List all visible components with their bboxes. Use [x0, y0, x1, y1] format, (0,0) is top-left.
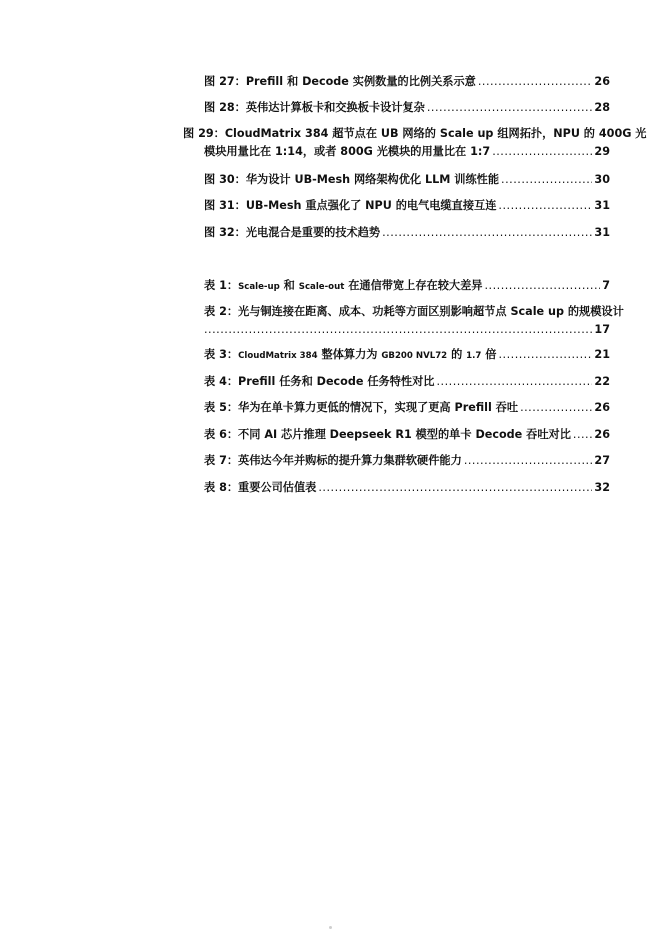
toc-entry-figure-30[interactable] — [204, 173, 610, 187]
toc-entry-label: 表 8：重要公司估值表 — [204, 481, 317, 494]
toc-entry-label: 图 30：华为设计 UB-Mesh 网络架构优化 LLM 训练性能 — [204, 173, 500, 186]
footer-dot — [329, 926, 332, 929]
toc-page-number: 22 — [594, 375, 610, 388]
toc-page-number: 27 — [594, 454, 610, 467]
dot-leader — [520, 401, 592, 415]
toc-entry-label: 表 5：华为在单卡算力更低的情况下，实现了更高 Prefill 吞吐 — [204, 401, 519, 414]
toc-entry-figure-29[interactable] — [183, 127, 647, 159]
dot-leader — [318, 481, 592, 495]
toc-entry-label: 图 31：UB-Mesh 重点强化了 NPU 的电气电缆直接互连 — [204, 199, 497, 212]
toc-entry-table-5[interactable] — [204, 401, 610, 415]
toc-entry-label: 表 1：Scale-up 和 Scale-out 在通信带宽上存在较大差异 — [204, 279, 483, 292]
toc-entry-table-2[interactable] — [204, 305, 624, 337]
toc-entry-label: 图 32：光电混合是重要的技术趋势 — [204, 226, 381, 239]
toc-page-number: 31 — [594, 199, 610, 212]
dot-leader — [436, 375, 592, 389]
toc-entry-table-8[interactable] — [204, 481, 610, 495]
toc-entry-label-line2: 模块用量比在 1:14，或者 800G 光模块的用量比在 1:7 — [204, 145, 491, 158]
dot-leader — [427, 101, 593, 115]
toc-entry-label: 表 4：Prefill 任务和 Decode 任务特性对比 — [204, 375, 435, 388]
toc-page-number: 29 — [594, 145, 610, 158]
dot-leader — [492, 145, 592, 159]
toc-entry-table-7[interactable] — [204, 454, 610, 468]
toc-entry-label: 表 6：不同 AI 芯片推理 Deepseek R1 模型的单卡 Decode 吞吐对比 — [204, 428, 571, 441]
toc-entry-figure-32[interactable] — [204, 226, 610, 240]
toc-page-number: 31 — [594, 226, 610, 239]
dot-leader — [382, 226, 592, 240]
toc-page-number: 7 — [602, 279, 610, 292]
toc-entry-label: 表 3：CloudMatrix 384 整体算力为 GB200 NVL72 的 1.7 倍 — [204, 348, 497, 361]
toc-entry-table-1[interactable] — [204, 279, 610, 294]
toc-entry-label-line1: 图 29：CloudMatrix 384 超节点在 UB 网络的 Scale up 组网拓扑，NPU 的 400G 光 — [183, 127, 647, 140]
toc-page-number: 30 — [594, 173, 610, 186]
toc-entry-label: 表 7：英伟达今年并购标的提升算力集群软硬件能力 — [204, 454, 462, 467]
toc-entry-label-line1: 表 2：光与铜连接在距离、成本、功耗等方面区别影响超节点 Scale up 的规模设计 — [204, 305, 624, 318]
dot-leader — [573, 428, 593, 442]
toc-page-number: 17 — [594, 323, 610, 336]
dot-leader — [501, 173, 592, 187]
toc-entry-table-4[interactable] — [204, 375, 610, 389]
dot-leader — [464, 454, 593, 468]
toc-entry-table-6[interactable] — [204, 428, 610, 442]
toc-entry-figure-28[interactable] — [204, 101, 610, 115]
toc-page-number: 26 — [594, 428, 610, 441]
toc-entry-label: 图 27：Prefill 和 Decode 实例数量的比例关系示意 — [204, 75, 476, 88]
dot-leader — [204, 323, 592, 337]
toc-page-number: 21 — [594, 348, 610, 361]
toc-page-number: 32 — [594, 481, 610, 494]
toc-entry-figure-31[interactable] — [204, 199, 610, 213]
toc-entry-table-3[interactable] — [204, 348, 610, 363]
dot-leader — [484, 279, 600, 293]
toc-page-number: 28 — [594, 101, 610, 114]
dot-leader — [498, 348, 592, 362]
toc-entry-label: 图 28：英伟达计算板卡和交换板卡设计复杂 — [204, 101, 425, 114]
toc-page-number: 26 — [594, 75, 610, 88]
toc-entry-figure-27[interactable] — [204, 75, 610, 89]
dot-leader — [498, 199, 592, 213]
dot-leader — [478, 75, 593, 89]
toc-page-number: 26 — [594, 401, 610, 414]
